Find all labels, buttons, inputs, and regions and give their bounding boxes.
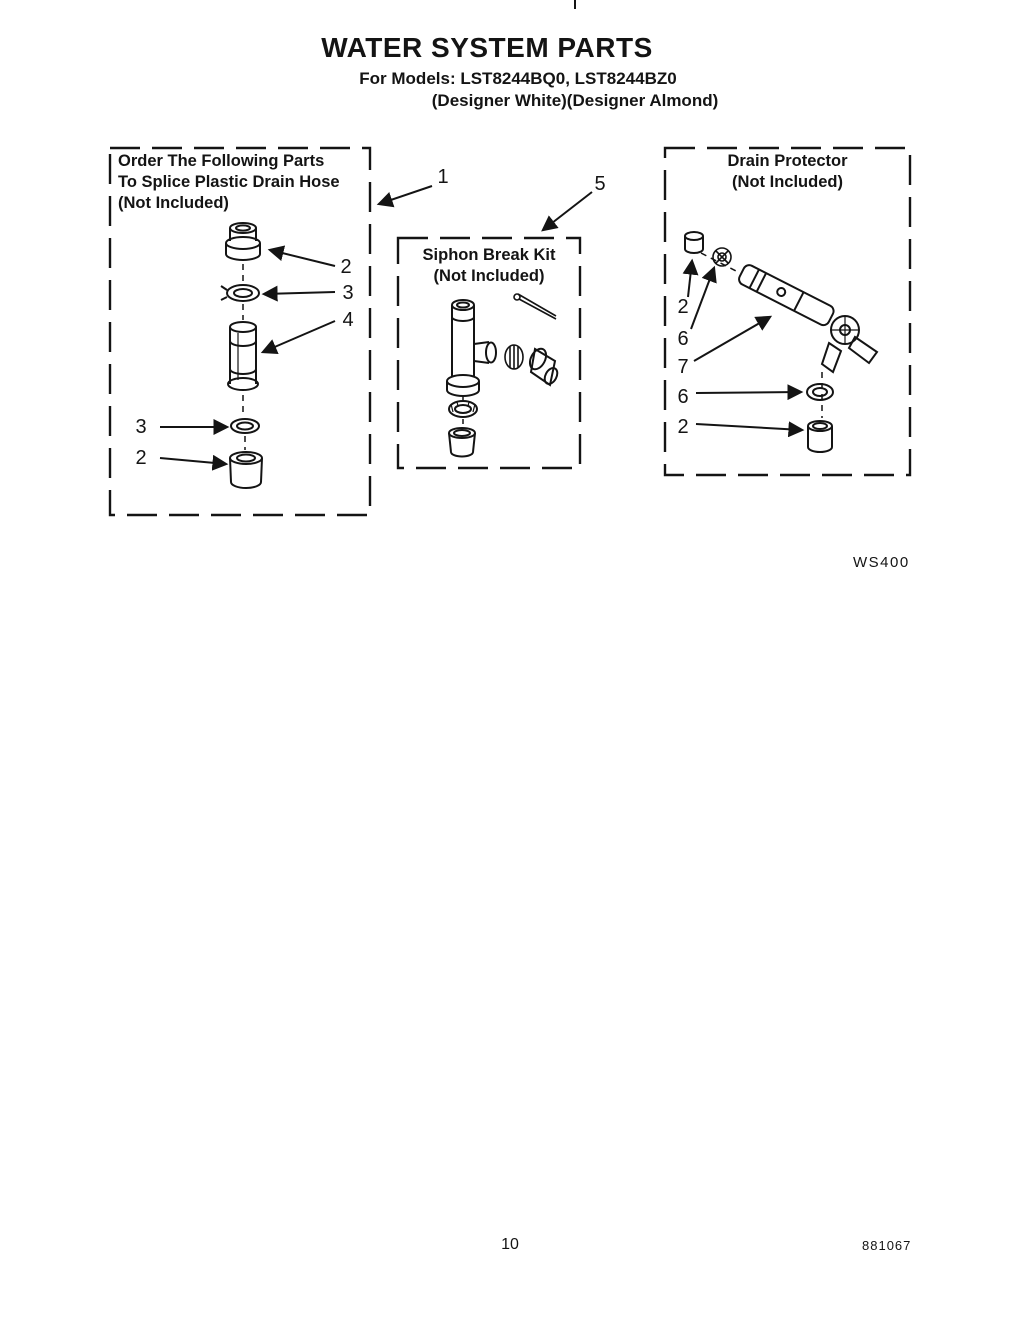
page-title: WATER SYSTEM PARTS — [321, 32, 653, 63]
splice-bottom-insert-drawing — [230, 452, 262, 488]
drain-cup-drawing — [808, 421, 832, 452]
siphon-fitting-drawing — [527, 346, 560, 386]
siphon-box-title-line1: Siphon Break Kit — [422, 246, 556, 264]
arrow-drain-cap — [688, 261, 692, 297]
callout-2-drain-cap: 2 — [677, 296, 689, 318]
drain-box-title-line1: Drain Protector — [727, 152, 848, 170]
siphon-tube-drawing — [447, 300, 496, 396]
drain-washer-drawing — [807, 384, 833, 400]
drain-box-title-line2: (Not Included) — [732, 173, 843, 191]
callout-2-top-insert: 2 — [340, 256, 352, 278]
arrow-coupler — [263, 321, 335, 352]
splice-box-title — [118, 151, 366, 214]
arrow-drain-nut — [691, 268, 714, 329]
splice-box-title-line3: (Not Included) — [118, 194, 229, 212]
page-number: 10 — [501, 1236, 519, 1253]
siphon-pin-drawing — [514, 294, 556, 319]
arrow-drain-body — [694, 317, 770, 361]
arrow-drain-cup — [696, 424, 802, 430]
siphon-box-title-line2: (Not Included) — [433, 267, 545, 285]
splice-box-title-line1: Order The Following Parts — [118, 152, 325, 170]
arrow-to-splice-box — [379, 186, 432, 204]
callout-6-drain-nut: 6 — [677, 328, 689, 350]
diagram-code: WS400 — [853, 554, 910, 571]
splice-bottom-clamp-drawing — [231, 419, 259, 433]
document-number: 881067 — [862, 1238, 912, 1253]
splice-coupler-drawing — [228, 322, 258, 390]
callout-5-siphon-box: 5 — [594, 173, 606, 195]
callout-3-top-clamp: 3 — [342, 282, 354, 304]
arrow-drain-washer — [696, 392, 801, 393]
splice-box-title-line2: To Splice Plastic Drain Hose — [118, 173, 340, 191]
drain-box-title — [665, 151, 910, 193]
drain-cap-drawing — [685, 232, 703, 253]
siphon-nut-drawing — [505, 345, 523, 369]
siphon-box-title — [398, 245, 580, 287]
models-line: For Models: LST8244BQ0, LST8244BZ0 — [359, 69, 677, 88]
colors-line: (Designer White)(Designer Almond) — [431, 91, 719, 110]
splice-top-insert-drawing — [226, 223, 260, 260]
callout-3-bottom-clamp: 3 — [135, 416, 147, 438]
drain-body-drawing — [737, 263, 877, 372]
arrow-top-insert — [270, 250, 335, 266]
drain-box-border — [665, 148, 910, 475]
arrow-top-clamp — [264, 292, 335, 294]
callout-2-drain-cup: 2 — [677, 416, 689, 438]
callout-7-drain-body: 7 — [677, 356, 689, 378]
arrow-bottom-insert — [160, 458, 226, 464]
callout-6-drain-washer: 6 — [677, 386, 689, 408]
callout-4-coupler: 4 — [342, 309, 354, 331]
siphon-cup-drawing — [449, 428, 475, 457]
callout-1-splice-box: 1 — [437, 166, 449, 188]
splice-top-clamp-drawing — [221, 285, 259, 301]
arrow-to-siphon-box — [543, 192, 592, 230]
siphon-washer-drawing — [449, 401, 477, 417]
callout-2-bottom-insert: 2 — [135, 447, 147, 469]
